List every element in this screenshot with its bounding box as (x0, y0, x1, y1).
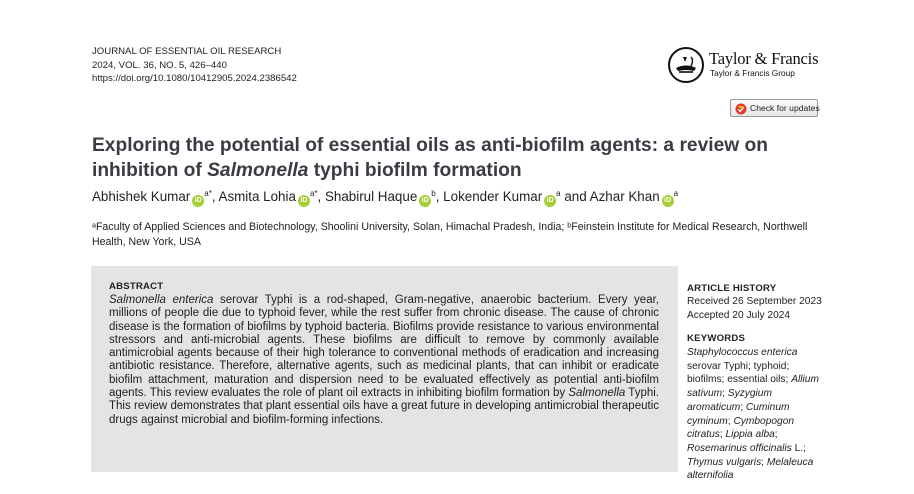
keyword: Allium sativum (687, 374, 819, 400)
author-name: Asmita Lohia (218, 189, 296, 204)
author-name: Abhishek Kumar (92, 189, 191, 204)
orcid-icon[interactable]: iD (298, 195, 310, 207)
abstract-box (91, 266, 678, 472)
keyword: Syzygium aromaticum (687, 388, 772, 413)
keywords-list (687, 346, 823, 483)
check-for-updates-button[interactable] (730, 99, 818, 117)
keyword: Lippia alba (725, 429, 775, 441)
title-part-1: Exploring the potential of essential oils as anti-biofilm agents: a review on inhibition of (92, 135, 768, 181)
author-name: Shabirul Haque (324, 189, 418, 204)
keyword: Thymus vulgaris (687, 456, 762, 468)
keyword-text: L.; (791, 442, 806, 454)
author-separator: and (560, 189, 590, 204)
orcid-icon[interactable]: iD (419, 195, 431, 207)
keyword-separator: ; (761, 456, 767, 468)
author-separator: , (435, 189, 444, 204)
orcid-icon[interactable]: iD (662, 195, 674, 207)
check-for-updates-label: Check for updates (750, 103, 820, 113)
publisher-logo[interactable] (667, 46, 827, 82)
keyword-separator: ; (774, 429, 778, 441)
keyword: Rosemarinus officinalis (687, 442, 792, 454)
abstract-italic-start: Salmonella enterica (109, 294, 214, 306)
author-name: Azhar Khan (589, 189, 660, 204)
keywords-heading: KEYWORDS (687, 333, 746, 344)
abstract-text (109, 294, 659, 427)
affiliations: ᵃFaculty of Applied Sciences and Biotechnology, Shoolini University, Solan, Himachal Pradesh, India; ᵇFeinstein Institute for Medical Research, Northwell Health, New York, USA (92, 221, 808, 248)
abstract-italic-mid: Salmonella (568, 387, 626, 400)
keyword-separator: ; (719, 429, 726, 441)
abstract-text-1: serovar Typhi is a rod-shaped, Gram-negative, anaerobic bacterium. Every year, millions of people die due to typhoid fever, while the rest suffer from chronic disease. The cause of chronic disease is the formation of biofilms by typhoid bacteria. Biofilms provide resistance to various environmental stressors and anti-microbial agents. These biofilms are difficult to remove by commonly available antimicrobial agents because of their high tolerance to conventional methods of eradication and increasing antibiotic resistance. Therefore, alternative agents, such as medicinal plants, that can inhibit or eradicate biofilm attachment, maturation and dispersion need to be evaluated effectively as potential anti-biofilm agents. This review evaluates the role of plant oil extracts in inhibiting biofilm formation by (109, 294, 659, 400)
author-list (92, 189, 678, 207)
author-separator: , (211, 189, 219, 204)
keyword: Cuminum cyminum (687, 401, 790, 427)
publisher-lamp-icon (667, 46, 705, 84)
abstract-text-2: Typhi. This review demonstrates that plant essential oils have a great future in developing antimicrobial therapeutic drugs against microbial and biofilm-forming infections. (109, 387, 659, 426)
author-affiliation-marker: a* (309, 189, 318, 198)
keyword-separator: ; (740, 401, 746, 413)
crossmark-icon (735, 103, 747, 115)
publisher-group: Taylor & Francis Group (710, 68, 795, 78)
author-affiliation-marker: b (431, 189, 436, 198)
keyword: Cymbopogon citratus (687, 415, 795, 441)
journal-doi-link[interactable]: https://doi.org/10.1080/10412905.2024.2386542 (92, 73, 297, 84)
title-part-2: typhi biofilm formation (308, 159, 522, 181)
author-affiliation-marker: a (673, 189, 679, 198)
author-separator: , (317, 189, 325, 204)
author-name: Lokender Kumar (443, 189, 543, 204)
author-affiliation-marker: a* (204, 189, 212, 198)
journal-name: JOURNAL OF ESSENTIAL OIL RESEARCH (92, 46, 282, 57)
received-date: Received 26 September 2023 (687, 296, 822, 307)
article-title (92, 134, 812, 183)
keyword: Staphylococcus enterica (687, 347, 798, 358)
keyword: Melaleuca alternifolia (687, 456, 814, 482)
author-affiliation-marker: a (556, 189, 561, 198)
journal-info (92, 45, 297, 86)
journal-volume: 2024, VOL. 36, NO. 5, 426–440 (92, 59, 227, 71)
title-italic: Salmonella (207, 159, 309, 181)
article-history-heading: ARTICLE HISTORY (687, 283, 777, 294)
keyword-text: serovar Typhi; typhoid; biofilms; essential oils; (687, 360, 792, 386)
keyword-separator: ; (727, 415, 734, 427)
publisher-name: Taylor & Francis (709, 49, 819, 68)
accepted-date: Accepted 20 July 2024 (687, 310, 791, 321)
keyword-separator: ; (722, 388, 728, 400)
orcid-icon[interactable]: iD (544, 195, 556, 207)
orcid-icon[interactable]: iD (192, 195, 204, 207)
abstract-heading: ABSTRACT (109, 281, 164, 292)
